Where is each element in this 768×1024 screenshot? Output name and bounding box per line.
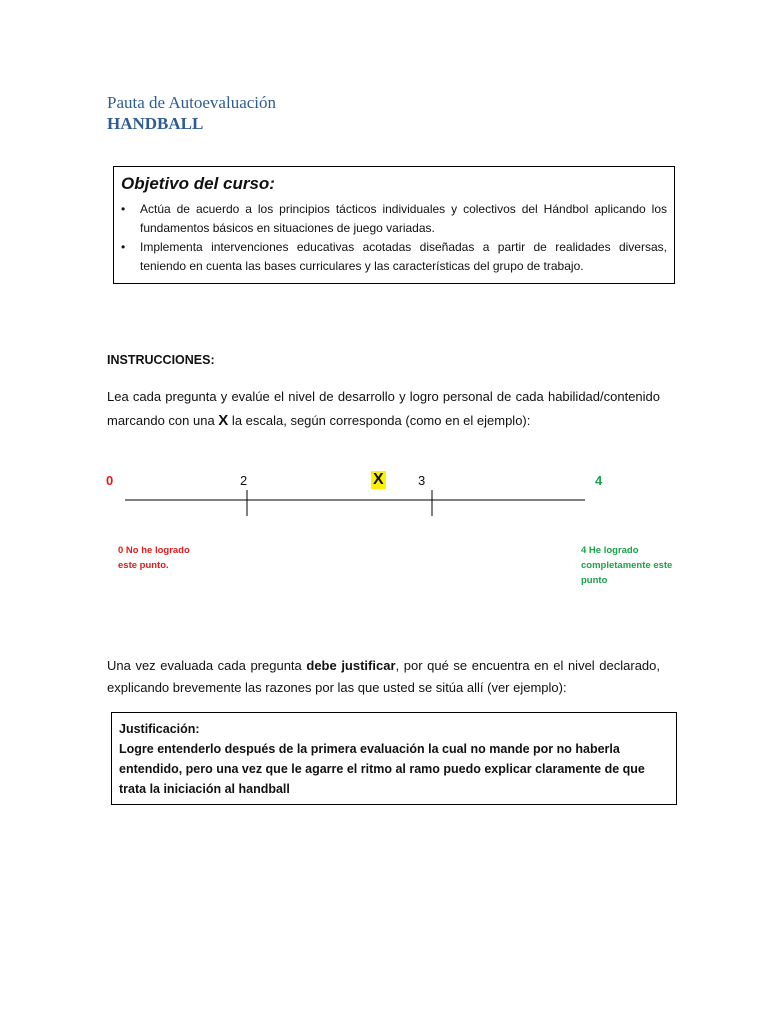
instructions-paragraph-1 — [107, 385, 660, 433]
scale-label-3: 3 — [418, 473, 426, 488]
scale-label-2: 2 — [240, 473, 248, 488]
note-low-line-1: 0 No he logrado — [118, 545, 190, 556]
bullet-icon: • — [121, 202, 126, 216]
objective-item — [121, 238, 667, 276]
note-high-line-1: 4 He logrado — [581, 545, 639, 556]
note-low-line-2: este punto. — [118, 560, 169, 571]
instructions-heading: INSTRUCCIONES: — [107, 353, 215, 367]
para2-text-after: , por qué se encuentra en el nivel declarado, explicando brevemente las razones por las que usted se sitúa allí (ver ejemplo): — [107, 658, 661, 695]
para1-mark: X — [218, 412, 229, 429]
scale-label-4: 4 — [595, 473, 603, 488]
objective-item-text: Implementa intervenciones educativas acotadas diseñadas a partir de realidades diversas, teniendo en cuenta las bases curriculares y las características del grupo de trabajo. — [140, 240, 667, 273]
note-high-line-3: punto — [581, 575, 608, 586]
page-title — [107, 92, 276, 134]
objective-item — [121, 200, 667, 238]
title-line-1: Pauta de Autoevaluación — [107, 93, 277, 112]
justification-body: Logre entenderlo después de la primera evaluación la cual no mande por no haberla entendido, pero una vez que le agarre el ritmo al ramo puedo explicar claramente de que trata la iniciación al handball — [119, 742, 645, 796]
instructions-paragraph-2 — [107, 655, 660, 699]
bullet-icon: • — [121, 240, 126, 254]
scale-line — [120, 490, 590, 520]
para2-text-before: Una vez evaluada cada pregunta — [107, 658, 307, 673]
para1-text-before: Lea cada pregunta y evalúe el nivel de desarrollo y logro personal de cada habilidad/contenido marcando con una — [107, 389, 660, 428]
para2-bold: debe justificar — [306, 658, 396, 673]
objective-heading: Objetivo del curso: — [121, 174, 275, 193]
para1-text-after: la escala, según corresponda (como en el ejemplo): — [228, 413, 531, 428]
objective-item-text: Actúa de acuerdo a los principios tácticos individuales y colectivos del Hándbol aplicando los fundamentos básicos en situaciones de juego variadas. — [140, 202, 667, 235]
scale-label-0: 0 — [106, 473, 114, 488]
objective-box — [113, 166, 675, 284]
objective-list — [121, 200, 667, 276]
scale-note-high — [581, 543, 672, 588]
note-high-line-2: completamente este — [581, 560, 673, 571]
title-line-2: HANDBALL — [107, 114, 204, 133]
scale-note-low — [118, 543, 190, 573]
scale-mark-x: X — [373, 471, 384, 488]
justification-box — [111, 712, 677, 805]
justification-heading: Justificación: — [119, 722, 200, 736]
